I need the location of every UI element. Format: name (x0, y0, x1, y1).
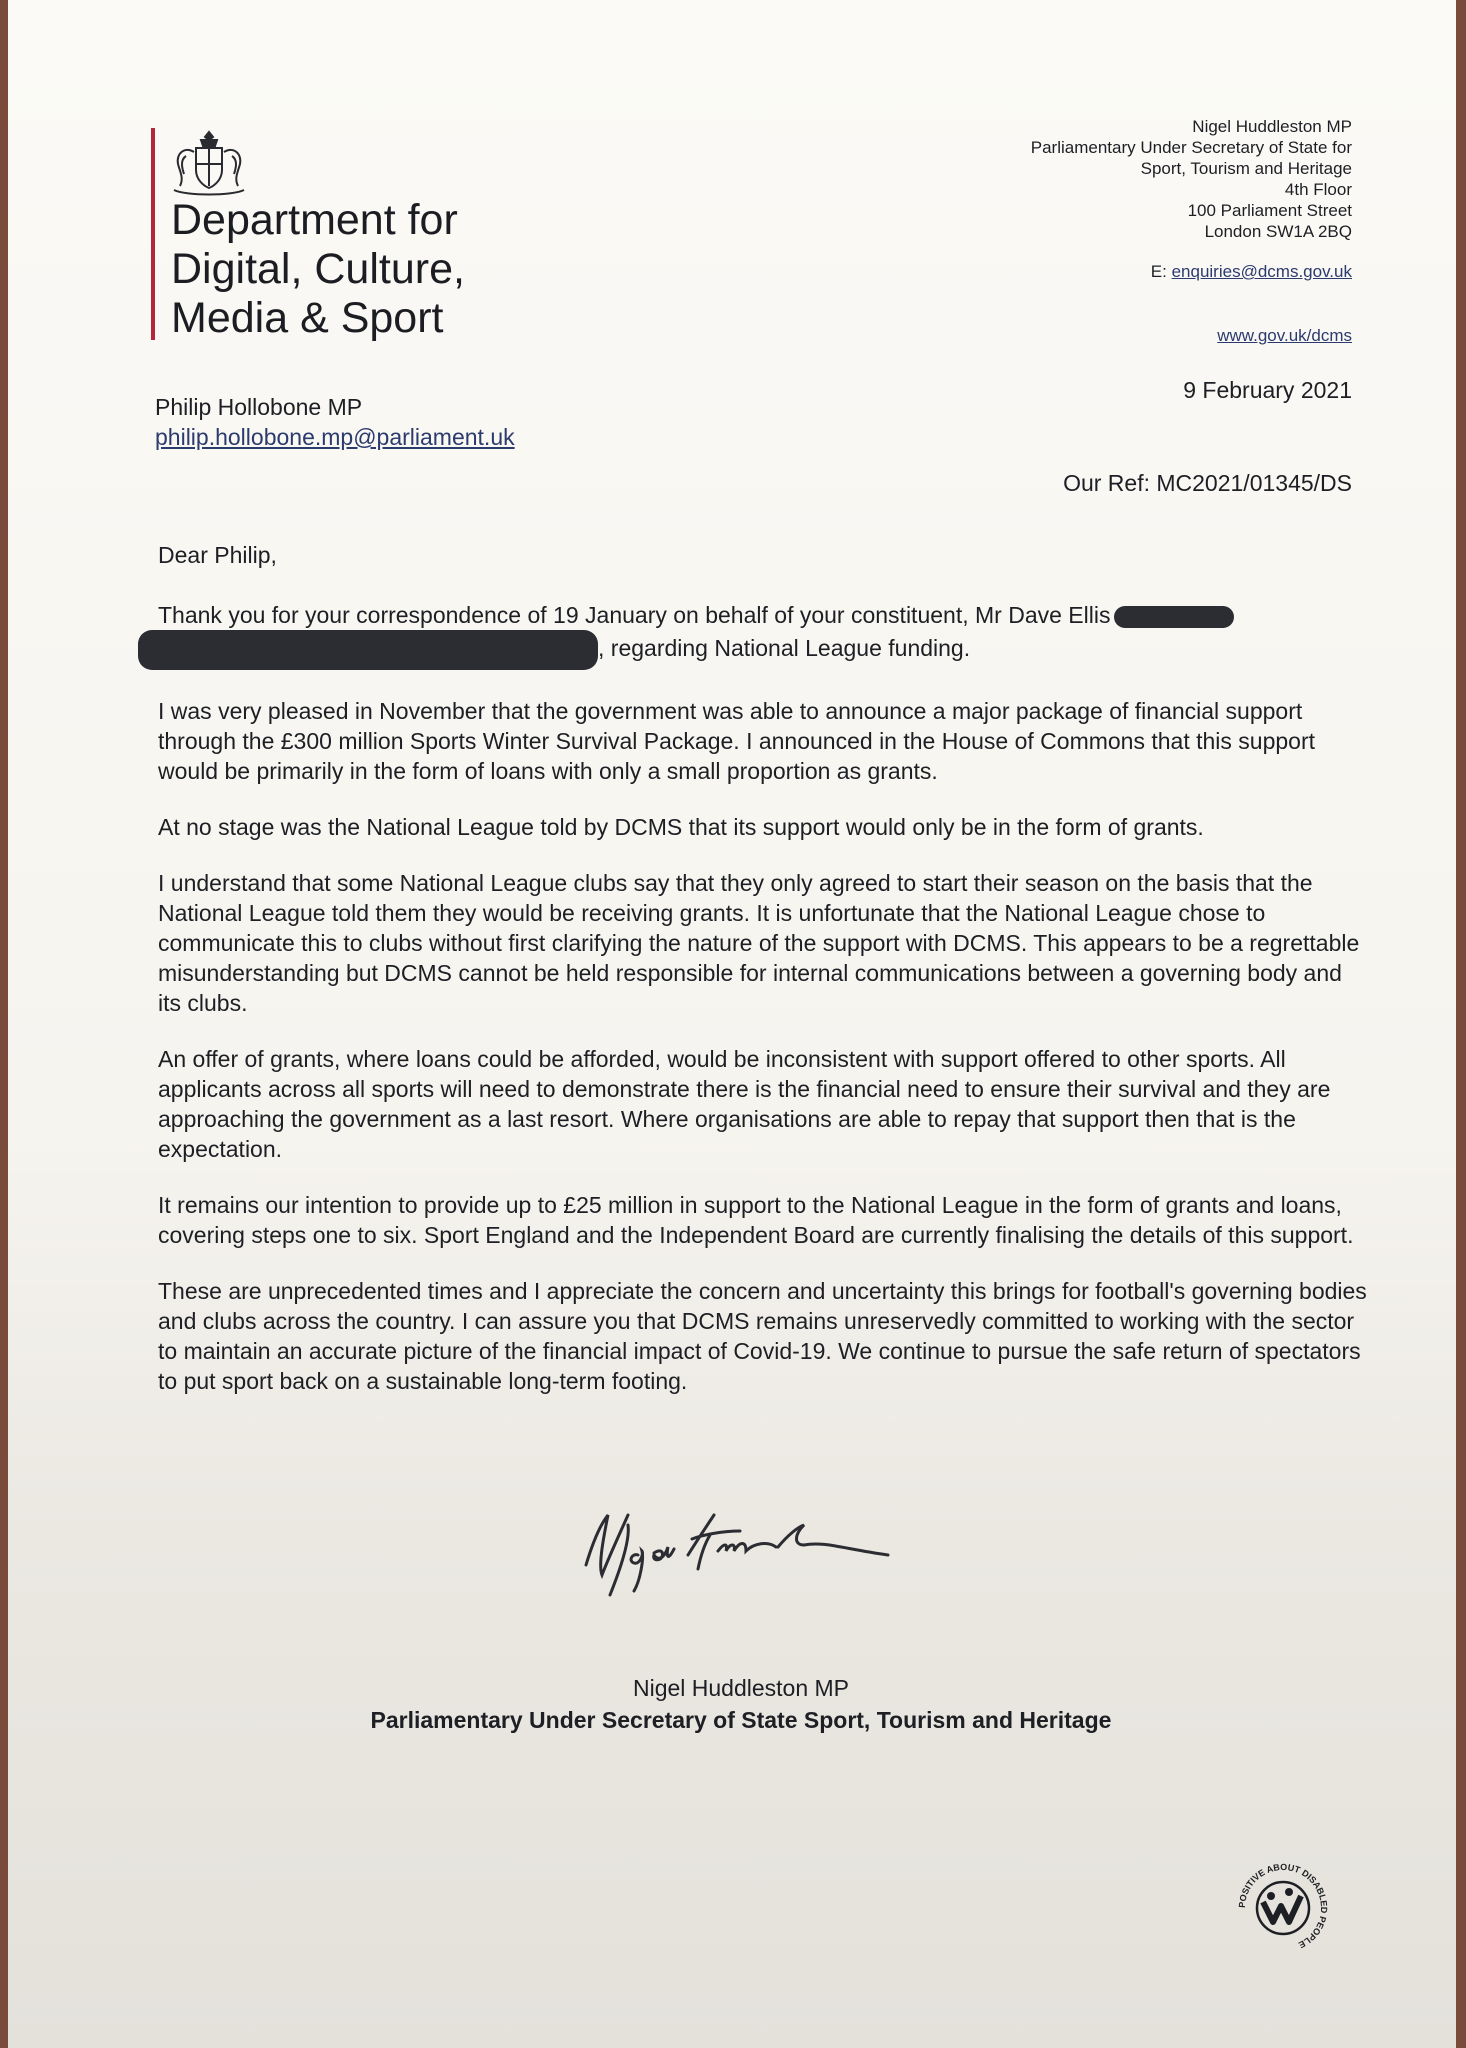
badge-text: POSITIVE ABOUT DISABLED PEOPLE (1236, 1861, 1330, 1951)
letter-body (158, 540, 1368, 1422)
signatory-name: Nigel Huddleston MP (632, 1675, 850, 1701)
sender-email-row (1151, 262, 1352, 282)
handwritten-signature (568, 1495, 928, 1615)
salutation: Dear Philip, (158, 542, 277, 568)
opening-paragraph (158, 600, 1368, 670)
reference-number: Our Ref: MC2021/01345/DS (1063, 470, 1352, 496)
recipient-block (155, 392, 515, 452)
sender-line: Sport, Tourism and Heritage (1140, 159, 1352, 178)
opening-text: Thank you for your correspondence of 19 January on behalf of your constituent, Mr Dave Ellis (158, 602, 1111, 628)
letter-page (8, 0, 1456, 2048)
body-paragraph: I was very pleased in November that the government was able to announce a major package of financial support through the £300 million Sports Winter Survival Package. I announced in the House of Commons that this support would be primarily in the form of loans with only a small proportion as grants. (158, 698, 1316, 784)
royal-crest-icon (168, 128, 250, 198)
recipient-name: Philip Hollobone MP (155, 394, 363, 420)
disability-confident-badge-icon (1233, 1858, 1333, 1958)
sender-line: 4th Floor (1284, 180, 1352, 199)
sender-website-link[interactable]: www.gov.uk/dcms (1217, 326, 1352, 345)
redaction-bar (1114, 606, 1234, 628)
sender-address (1031, 116, 1352, 242)
department-line: Media & Sport (171, 294, 444, 342)
body-paragraph: At no stage was the National League told by DCMS that its support would only be in the form of grants. (158, 814, 1204, 840)
email-prefix: E: (1150, 262, 1172, 281)
department-line: Digital, Culture, (171, 245, 465, 293)
sender-line: 100 Parliament Street (1187, 201, 1352, 220)
body-paragraph: It remains our intention to provide up to £25 million in support to the National League in the form of grants and loans, covering steps one to six. Sport England and the Independent Board are currently finalising the details of this support. (158, 1192, 1354, 1248)
opening-text-end: , regarding National League funding. (598, 635, 971, 662)
brand-rule (151, 128, 155, 340)
sender-line: Parliamentary Under Secretary of State for (1030, 138, 1352, 157)
redaction-bar (138, 630, 598, 670)
recipient-email-link[interactable]: philip.hollobone.mp@parliament.uk (155, 424, 515, 450)
sender-line: London SW1A 2BQ (1204, 222, 1352, 241)
letter-date: 9 February 2021 (1183, 377, 1352, 403)
body-paragraph: I understand that some National League clubs say that they only agreed to start their season on the basis that the National League told them they would be receiving grants. It is unfortunate that the National League chose to communicate this to clubs without first clarifying the nature of the support with DCMS. This appears to be a regrettable misunderstanding but DCMS cannot be held responsible for internal communications between a governing body and its clubs. (158, 870, 1360, 1016)
signatory-title: Parliamentary Under Secretary of State Sport, Tourism and Heritage (370, 1707, 1112, 1733)
body-paragraph: These are unprecedented times and I appreciate the concern and uncertainty this brings for football's governing bodies and clubs across the country. I can assure you that DCMS remains unreservedly committed to working with the sector to maintain an accurate picture of the financial impact of Covid-19. We continue to pursue the safe return of spectators to put sport back on a sustainable long-term footing. (158, 1278, 1367, 1394)
sender-line: Nigel Huddleston MP (1192, 117, 1352, 136)
sender-email-link[interactable]: enquiries@dcms.gov.uk (1171, 262, 1352, 281)
department-line: Department for (171, 196, 458, 244)
department-name (171, 196, 465, 343)
sender-website-row (1217, 326, 1352, 346)
body-paragraph: An offer of grants, where loans could be afforded, would be inconsistent with support offered to other sports. All applicants across all sports will need to demonstrate there is the financial need to ensure their survival and they are approaching the government as a last resort. Where organisations are able to repay that support then that is the expectation. (158, 1046, 1331, 1162)
